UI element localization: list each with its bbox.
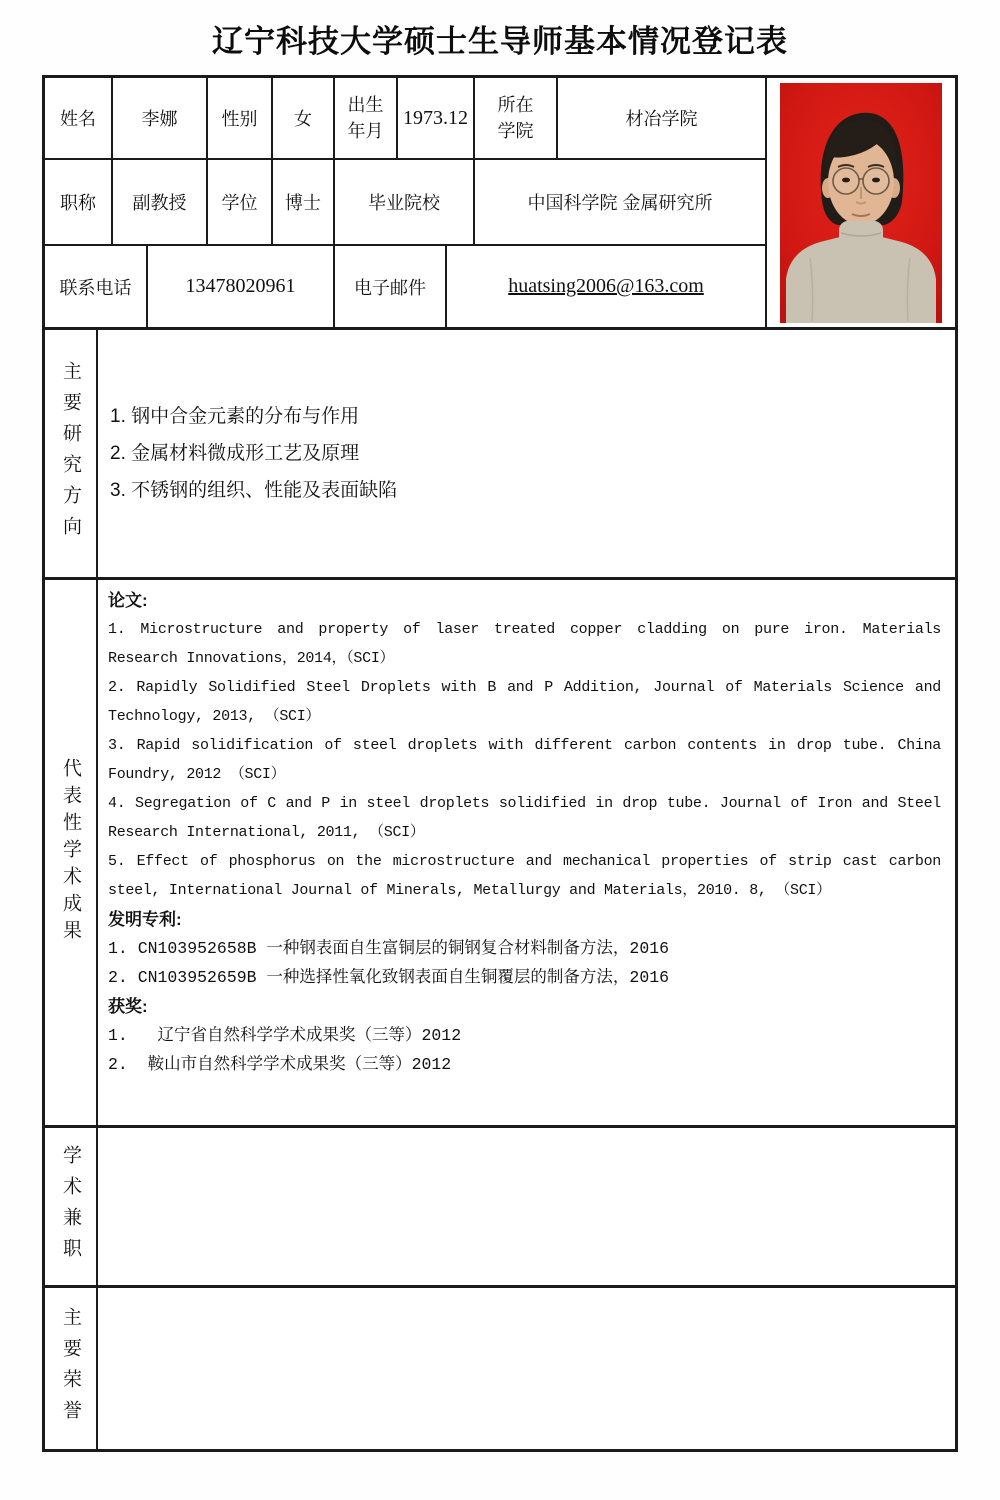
achievements-content — [98, 580, 955, 1125]
achievements-label-cell — [45, 580, 98, 1125]
college-label: 所在学院 — [475, 78, 558, 158]
title-value: 副教授 — [113, 160, 208, 244]
degree-label: 学位 — [208, 160, 273, 244]
photo-cell — [767, 78, 955, 327]
academic-positions-content — [98, 1128, 955, 1285]
research-directions-label-cell — [45, 330, 98, 577]
phone-label: 联系电话 — [45, 246, 148, 327]
paper-item: 5. Effect of phosphorus on the microstructure and mechanical properties of strip cast carbon steel, International Journal of Minerals, Metallurgy and Materials，2010. 8, （SCI） — [108, 853, 941, 899]
awards-header: 获奖: — [108, 997, 148, 1016]
basic-info-block — [45, 78, 955, 330]
award-item: 1. 辽宁省自然科学学术成果奖（三等）2012 — [108, 1026, 462, 1045]
college-value: 材冶学院 — [625, 109, 698, 129]
birth-value: 1973.12 — [398, 78, 475, 158]
paper-item: 3. Rapid solidification of steel droplets with different carbon contents in drop tube. China Foundry, 2012 （SCI） — [108, 737, 941, 783]
academic-positions-label-cell — [45, 1128, 98, 1285]
turtleneck-collar — [839, 221, 883, 245]
patents-header: 发明专利: — [108, 910, 182, 929]
achievements-section — [45, 580, 955, 1128]
main-honors-content — [98, 1288, 955, 1449]
name-value: 李娜 — [113, 78, 208, 158]
school-value: 中国科学院 金属研究所 — [527, 193, 713, 213]
main-honors-label-cell — [45, 1288, 98, 1449]
research-directions-section — [45, 330, 955, 580]
academic-positions-label: 学术兼职 — [60, 1144, 81, 1269]
row-name-gender-birth-college — [45, 78, 765, 160]
paper-item: 4. Segregation of C and P in steel droplets solidified in drop tube. Journal of Iron and Steel Research International, 2011, （SCI） — [108, 795, 941, 841]
achievements-label: 代表性学术成果 — [60, 758, 81, 947]
patent-item: 2. CN103952659B 一种选择性氧化致钢表面自生铜覆层的制备方法，2016 — [108, 968, 670, 987]
award-item: 2. 鞍山市自然科学学术成果奖（三等）2012 — [108, 1055, 452, 1074]
main-honors-section — [45, 1288, 955, 1449]
school-label: 毕业院校 — [335, 160, 475, 244]
research-direction-item: 3. 不锈钢的组织、性能及表面缺陷 — [110, 480, 398, 501]
paper-item: 2. Rapidly Solidified Steel Droplets with B and P Addition, Journal of Materials Science and Technology, 2013, （SCI） — [108, 679, 941, 725]
portrait-photo — [780, 83, 942, 323]
papers-header: 论文: — [108, 591, 148, 610]
form-table — [42, 75, 958, 1452]
degree-value: 博士 — [273, 160, 335, 244]
gender-label: 性别 — [208, 78, 273, 158]
email-link[interactable]: huatsing2006@163.com — [508, 275, 704, 297]
title-label: 职称 — [45, 160, 113, 244]
gender-value: 女 — [273, 78, 335, 158]
academic-positions-section — [45, 1128, 955, 1288]
paper-item: 1. Microstructure and property of laser treated copper cladding on pure iron. Materials Research Innovations，2014，（SCI） — [108, 621, 941, 667]
document-title: 辽宁科技大学硕士生导师基本情况登记表 — [212, 24, 788, 59]
email-label: 电子邮件 — [335, 246, 447, 327]
research-direction-item: 1. 钢中合金元素的分布与作用 — [110, 406, 360, 427]
phone-value: 13478020961 — [148, 246, 335, 327]
research-direction-item: 2. 金属材料微成形工艺及原理 — [110, 443, 360, 464]
main-honors-label: 主要荣誉 — [60, 1306, 81, 1431]
row-title-degree-school — [45, 160, 765, 246]
research-directions-content — [98, 330, 955, 577]
research-directions-label: 主要研究方向 — [60, 360, 81, 547]
birth-label: 出生年月 — [335, 78, 398, 158]
name-label: 姓名 — [45, 78, 113, 158]
email-cell — [447, 246, 765, 327]
patent-item: 1. CN103952658B 一种钢表面自生富铜层的铜钢复合材料制备方法，2016 — [108, 939, 670, 958]
basic-info-grid — [45, 78, 767, 327]
sweater — [786, 236, 936, 323]
row-phone-email — [45, 246, 765, 327]
